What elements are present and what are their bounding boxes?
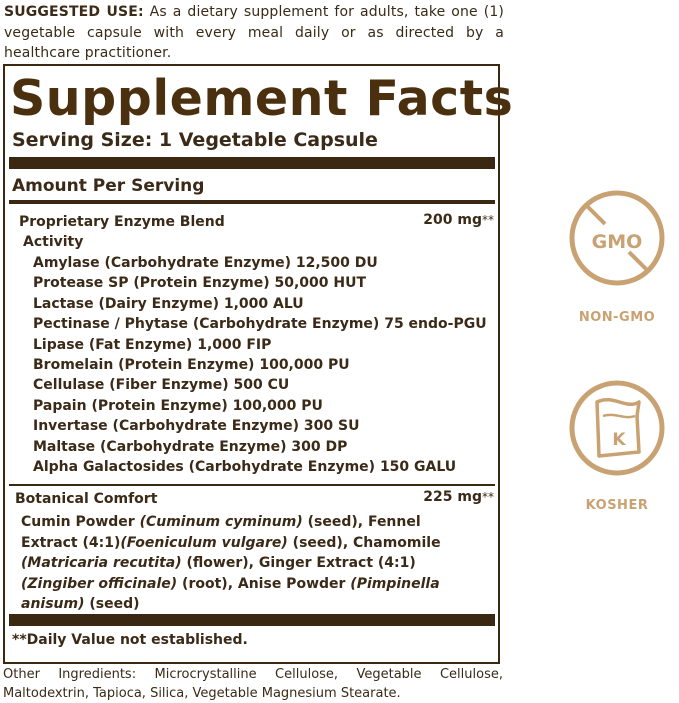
kosher-letter: K [612, 430, 626, 450]
panel-title: Supplement Facts [10, 70, 514, 127]
suggested-use-label: SUGGESTED USE: [4, 4, 144, 20]
botanical-latin-name: (Matricaria recutita) [21, 555, 182, 571]
botanical-text-part: (seed), Chamomile [287, 534, 441, 551]
blend-item: Lactase (Dairy Enzyme) 1,000 ALU [33, 295, 304, 312]
non-gmo-icon [569, 190, 665, 286]
divider-thick [9, 157, 495, 169]
blend-item: Protease SP (Protein Enzyme) 50,000 HUT [33, 275, 367, 292]
botanical-text-part: Cumin Powder [21, 514, 140, 530]
activity-subheader: Activity [23, 234, 84, 250]
divider-thin [9, 484, 495, 486]
divider-medium [9, 200, 495, 204]
serving-size: Serving Size: 1 Vegetable Capsule [12, 129, 378, 151]
blend-amount-value: 200 mg [423, 212, 482, 228]
non-gmo-label: NON-GMO [578, 310, 656, 325]
botanical-amount [423, 487, 494, 507]
blend-amount-stars: ** [482, 213, 494, 227]
botanical-latin-name: (Foeniculum vulgare) [120, 534, 288, 551]
suggested-use-text: As a dietary supplement for adults, take one (1) vegetable capsule with every meal daily or as directed by a healthcare practitioner. [4, 4, 504, 61]
amount-per-serving: Amount Per Serving [12, 176, 205, 196]
blend-item: Papain (Protein Enzyme) 100,000 PU [33, 397, 323, 414]
blend-name: Proprietary Enzyme Blend [19, 214, 225, 230]
botanical-text-part: (seed) [84, 596, 140, 612]
botanical-name: Botanical Comfort [15, 491, 158, 507]
blend-amount [423, 210, 494, 230]
botanical-latin-name: (Zingiber officinale) [21, 575, 178, 592]
kosher-label: KOSHER [585, 498, 649, 513]
botanical-text-part: (seed), Fennel Extract (4:1) [21, 514, 421, 551]
botanical-amount-value: 225 mg [423, 489, 482, 505]
botanical-latin-name: (Cuminum cyminum) [139, 514, 303, 530]
blend-item: Invertase (Carbohydrate Enzyme) 300 SU [33, 418, 360, 435]
blend-item: Maltase (Carbohydrate Enzyme) 300 DP [33, 438, 348, 455]
botanical-text-part: (flower), Ginger Extract (4:1) [181, 555, 416, 571]
kosher-icon [569, 380, 665, 476]
blend-item: Pectinase / Phytase (Carbohydrate Enzyme) 75 endo-PGU [33, 316, 487, 333]
botanical-text-part: (root), Anise Powder [177, 575, 351, 592]
blend-item: Bromelain (Protein Enzyme) 100,000 PU [33, 357, 350, 373]
suggested-use [4, 2, 504, 64]
botanical-latin-name: (Pimpinella anisum) [21, 575, 440, 612]
blend-item: Alpha Galactosides (Carbohydrate Enzyme) 150 GALU [33, 459, 457, 475]
botanical-amount-stars: ** [482, 490, 494, 504]
other-ingredients: Other Ingredients: Microcrystalline Cellulose, Vegetable Cellulose, Maltodextrin, Tapioca, Silica, Vegetable Magnesium Stearate. [3, 667, 503, 701]
gmo-text: GMO [591, 231, 643, 253]
divider-bottom [9, 614, 495, 626]
botanical-ingredients [21, 512, 476, 615]
blend-item: Amylase (Carbohydrate Enzyme) 12,500 DU [33, 255, 378, 271]
daily-value-note: **Daily Value not established. [12, 632, 248, 648]
blend-item: Cellulase (Fiber Enzyme) 500 CU [33, 377, 290, 394]
blend-item: Lipase (Fat Enzyme) 1,000 FIP [33, 336, 272, 353]
